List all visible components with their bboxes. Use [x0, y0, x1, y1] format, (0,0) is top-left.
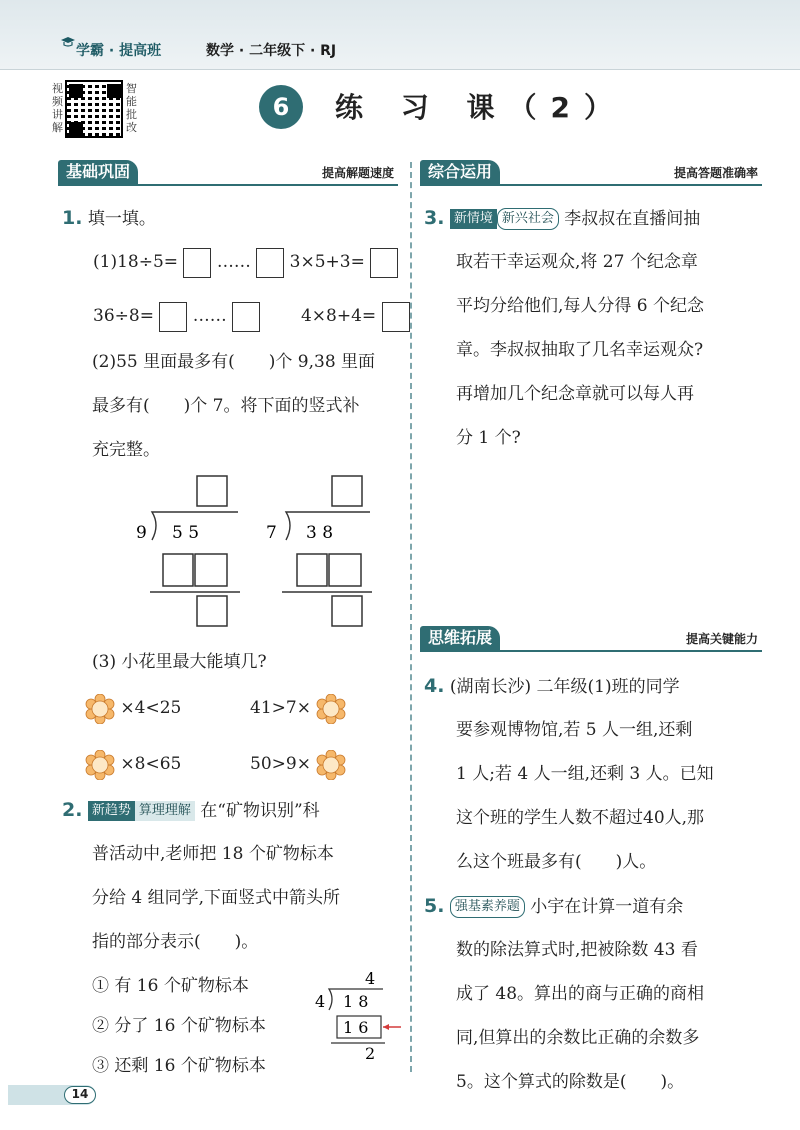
header-bar [0, 0, 800, 70]
q2-dividend: 1 8 [343, 992, 369, 1011]
remainder-box[interactable] [332, 596, 362, 626]
flower-row-1a [85, 686, 181, 731]
q2-product: 1 6 [343, 1018, 369, 1037]
product-box-tens[interactable] [297, 554, 327, 586]
dividend-2: 3 8 [306, 523, 334, 543]
qr-label-right: 智能批改 [126, 82, 137, 134]
q4-line4: 这个班的学生人数不超过40人,那 [456, 808, 705, 828]
flower-blank-icon[interactable] [316, 694, 346, 724]
q2-line2: 普活动中,老师把 18 个矿物标本 [92, 844, 334, 864]
q4-line1-row [424, 664, 680, 710]
q5-line2: 数的除法算式时,把被除数 43 看 [456, 940, 698, 960]
section-basic-sub: 提高解题速度 [321, 166, 394, 180]
long-division-1 [130, 470, 250, 630]
divisor-2: 7 [266, 523, 277, 543]
q2-option-2[interactable]: ② 分了 16 个矿物标本 [92, 1016, 266, 1036]
lesson-number-badge: 6 [259, 85, 303, 129]
section-thinking-tab: 思维拓展 [420, 626, 500, 650]
remainder-box[interactable] [197, 596, 227, 626]
section-basic [58, 160, 398, 186]
flower-expr-2: 41>7× [250, 698, 311, 718]
section-basic-tab: 基础巩固 [58, 160, 138, 184]
q3-line5: 再增加几个纪念章就可以每人再 [456, 384, 694, 404]
page-number: 14 [64, 1086, 96, 1104]
section-thinking [420, 626, 762, 652]
product-box-tens[interactable] [163, 554, 193, 586]
divisor-1: 9 [136, 523, 147, 543]
q1-part3: (3) 小花里最大能填几? [92, 652, 267, 672]
qr-code-icon[interactable] [65, 80, 123, 138]
q2-tag-reasoning: 算理理解 [135, 801, 195, 821]
q2-option-3[interactable]: ③ 还剩 16 个矿物标本 [92, 1056, 266, 1076]
q2-long-division [305, 964, 405, 1064]
answer-box[interactable] [256, 248, 284, 278]
section-thinking-sub: 提高关键能力 [685, 632, 758, 646]
answer-box[interactable] [183, 248, 211, 278]
q5-line1-row [424, 884, 683, 930]
q3-line4: 章。李叔叔抽取了几名幸运观众? [456, 340, 704, 360]
brand-label: 学霸 · 提高班 [76, 43, 162, 59]
q4-line3: 1 人;若 4 人一组,还剩 3 人。已知 [456, 764, 714, 784]
flower-expr-1: ×4<25 [120, 698, 182, 718]
section-integrated-sub: 提高答题准确率 [673, 166, 758, 180]
q2-option-1[interactable]: ① 有 16 个矿物标本 [92, 976, 249, 996]
q4-line2: 要参观博物馆,若 5 人一组,还剩 [456, 720, 693, 740]
flower-row-1b [250, 686, 346, 731]
qr-label-left: 视频讲解 [52, 82, 63, 134]
q3-tag-scenario: 新情境 [450, 209, 497, 229]
q2-divisor: 4 [315, 992, 326, 1011]
q1-ellipsis: …… [192, 306, 227, 326]
answer-box[interactable] [382, 302, 410, 332]
flower-row-2a [85, 742, 181, 787]
quotient-box[interactable] [197, 476, 227, 506]
q1-expr-c: 3×5+3= [289, 252, 365, 272]
answer-box[interactable] [370, 248, 398, 278]
q1-ellipsis: …… [216, 252, 251, 272]
flower-blank-icon[interactable] [85, 750, 115, 780]
q1-part2-line1: (2)55 里面最多有( )个 9,38 里面 [92, 352, 376, 372]
q1-stem-row [62, 196, 156, 242]
product-box-ones[interactable] [195, 554, 227, 586]
q3-line6: 分 1 个? [456, 428, 521, 448]
section-integrated [420, 160, 762, 186]
q5-tag-foundation: 强基素养题 [450, 896, 525, 918]
q2-line3: 分给 4 组同学,下面竖式中箭头所 [92, 888, 341, 908]
section-integrated-tab: 综合运用 [420, 160, 500, 184]
q3-number: 3. [424, 207, 445, 229]
q2-remainder: 2 [365, 1044, 376, 1063]
q5-line5: 5。这个算式的除数是( )。 [456, 1072, 685, 1092]
q1-expr-f: 4×8+4= [300, 306, 377, 326]
flower-expr-3: ×8<65 [120, 754, 182, 774]
q4-line5: 么这个班最多有( )人。 [456, 852, 657, 872]
graduation-cap-icon [60, 34, 76, 50]
answer-box[interactable] [159, 302, 187, 332]
q1-number: 1. [62, 207, 83, 229]
lesson-title: 练 习 课（2） [335, 91, 626, 124]
long-division-2 [260, 470, 380, 630]
q2-line4: 指的部分表示( )。 [92, 932, 259, 952]
q3-line1-row [424, 196, 700, 242]
q1-part1-row1 [93, 240, 398, 285]
q1-part1-row2 [93, 294, 410, 339]
q5-line1: 小宇在计算一道有余 [530, 897, 684, 917]
dividend-1: 5 5 [172, 523, 200, 543]
q2-quotient: 4 [365, 969, 376, 988]
q1-expr-a: (1)18÷5= [93, 252, 179, 272]
subject-label: 数学 · 二年级下 · RJ [206, 43, 337, 59]
q2-line1-row [62, 788, 320, 834]
q2-tag-trend: 新趋势 [88, 801, 135, 821]
quotient-box[interactable] [332, 476, 362, 506]
q1-stem: 填一填。 [87, 209, 156, 229]
q5-number: 5. [424, 895, 445, 917]
column-divider [410, 162, 412, 1072]
q5-line3: 成了 48。算出的商与正确的商相 [456, 984, 705, 1004]
q5-line4: 同,但算出的余数比正确的余数多 [456, 1028, 700, 1048]
answer-box[interactable] [232, 302, 260, 332]
flower-blank-icon[interactable] [85, 694, 115, 724]
q4-line1: (湖南长沙) 二年级(1)班的同学 [449, 677, 680, 697]
flower-blank-icon[interactable] [316, 750, 346, 780]
q3-line2: 取若干幸运观众,将 27 个纪念章 [456, 252, 698, 272]
flower-expr-4: 50>9× [250, 754, 311, 774]
q2-line1: 在“矿物识别”科 [200, 801, 320, 821]
q1-expr-d: 36÷8= [93, 306, 154, 326]
flower-row-2b [250, 742, 346, 787]
q2-number: 2. [62, 799, 83, 821]
q1-part2-line3: 充完整。 [92, 440, 160, 460]
page-number-tab [8, 1085, 96, 1105]
q1-part2-line2: 最多有( )个 7。将下面的竖式补 [92, 396, 360, 416]
q3-line1: 李叔叔在直播间抽 [564, 209, 701, 229]
q3-tag-society: 新兴社会 [497, 208, 559, 230]
product-box-ones[interactable] [329, 554, 361, 586]
q3-line3: 平均分给他们,每人分得 6 个纪念 [456, 296, 705, 316]
q4-number: 4. [424, 675, 445, 697]
